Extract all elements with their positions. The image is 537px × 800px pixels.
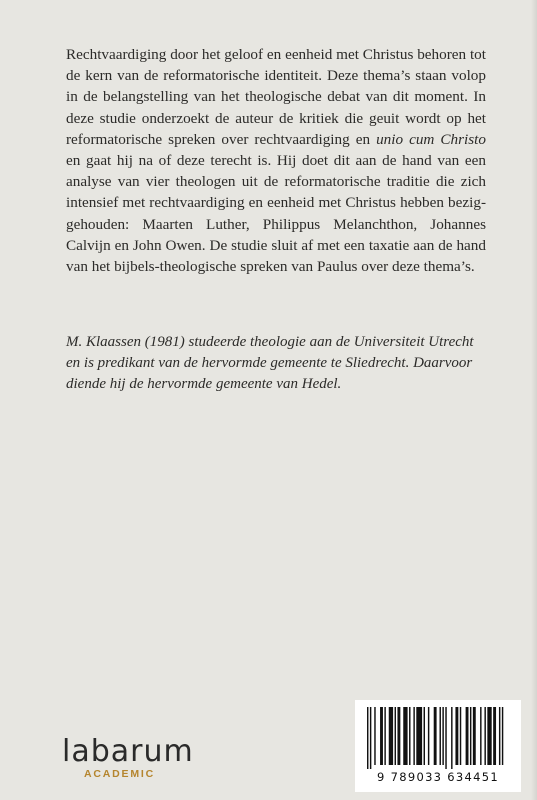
isbn-digits: 9 789033 634451 <box>377 770 499 784</box>
barcode-bar <box>409 707 410 765</box>
barcode-bar <box>455 707 458 765</box>
barcode-icon <box>365 707 511 769</box>
barcode-bar <box>487 707 491 765</box>
barcode-bar <box>502 707 503 765</box>
barcode-bar <box>480 707 481 765</box>
barcode-bar <box>403 707 407 765</box>
blurb-italic-term: unio cum Christo <box>376 130 486 148</box>
barcode-bar <box>434 707 437 765</box>
barcode-bar <box>416 707 422 765</box>
barcode-bar <box>493 707 496 765</box>
barcode-bar <box>445 707 446 769</box>
barcode-bar <box>374 707 375 765</box>
barcode-bar <box>380 707 383 765</box>
barcode-bar <box>473 707 476 765</box>
publisher-logo-sub: ACADEMIC <box>84 768 155 780</box>
publisher-logo <box>62 734 194 780</box>
author-bio: M. Klaassen (1981) studeerde theologie aan de Universiteit Utrecht en is predikant van de hervormde gemeente te Sliedrecht. Daarvoor diende hij de hervormde gemeente van Hedel. <box>66 334 474 393</box>
barcode-bar <box>451 707 452 769</box>
barcode-bar <box>484 707 485 765</box>
barcode-bar <box>442 707 443 765</box>
barcode-bar <box>395 707 396 765</box>
blurb-text-part2: en gaat hij na of deze terecht is. Hij doet dit aan de hand van een analyse van vier theologen uit de reformatorische traditie die zich intensief met rechtvaardiging en eenheid met Christus hebben beziggehouden: Maarten Luther, Philippus Melanchthon, Johannes Calvijn en John Owen. De studie sluit af met een taxatie aan de hand van het bijbels-theologische spreken van Paulus over deze thema’s. <box>66 152 486 276</box>
isbn-barcode <box>355 700 521 792</box>
barcode-bar <box>367 707 368 769</box>
barcode-bar <box>440 707 441 765</box>
barcode-bar <box>466 707 469 765</box>
cover-edge-shadow <box>531 0 537 800</box>
barcode-bar <box>460 707 461 765</box>
barcode-bar <box>424 707 425 765</box>
barcode-bar <box>413 707 414 765</box>
blurb-text-part1: Rechtvaardiging door het geloof en eenheid met Christus behoren tot de kern van de reformatorische identiteit. Deze thema’s staan volop in de belangstelling van het theologische debat van dit moment. In deze studie onderzoekt de auteur de kritiek die geuit wordt op het reformatorische spreken over rechtvaardiging en <box>66 46 486 148</box>
barcode-bar <box>499 707 500 765</box>
barcode-bar <box>428 707 429 765</box>
barcode-bar <box>470 707 471 765</box>
barcode-bar <box>389 707 393 765</box>
barcode-bar <box>370 707 371 769</box>
publisher-logo-word: labarum <box>62 734 194 769</box>
barcode-bar <box>384 707 385 765</box>
back-cover-blurb <box>66 44 486 277</box>
barcode-bar <box>397 707 400 765</box>
